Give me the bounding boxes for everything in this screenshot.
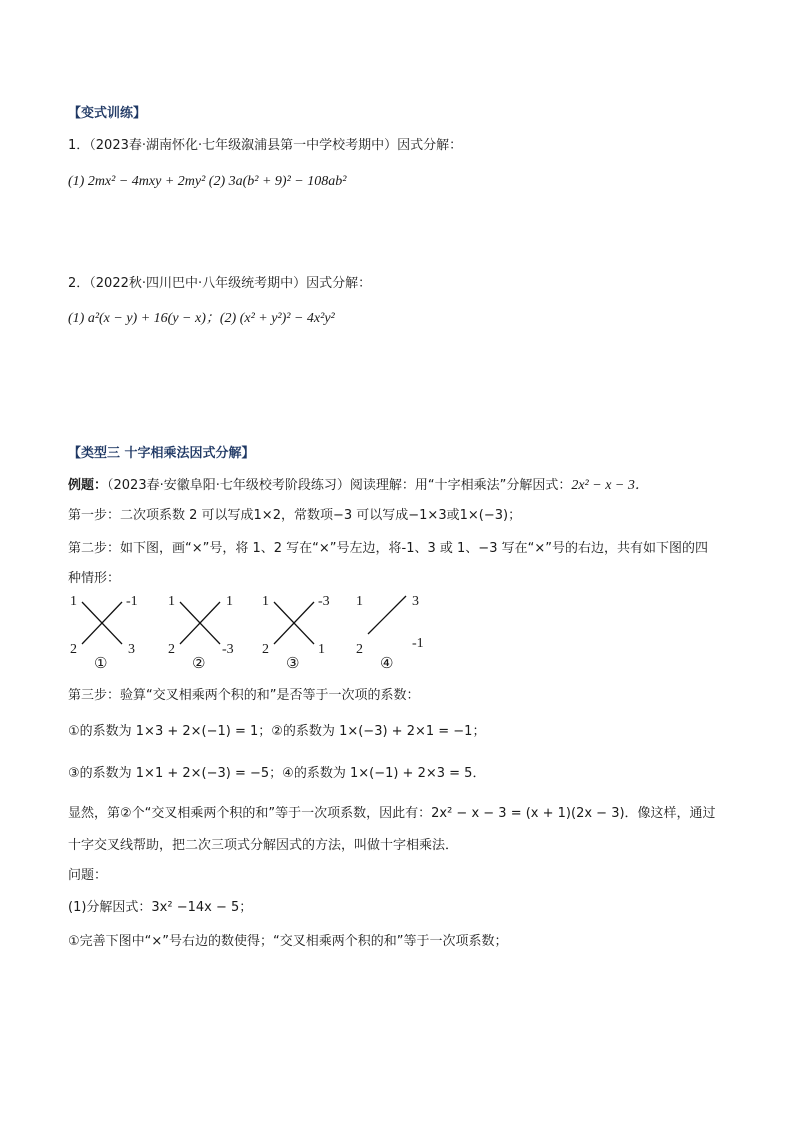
cross-2-top-right: 1 [226, 594, 233, 609]
check-line-2: ③的系数为 1×1 + 2×(−3) = −5；④的系数为 1×(−1) + 2×3 = 5． [68, 766, 486, 781]
example-expr: 2x² − x − 3． [571, 478, 649, 493]
cross-diagram-3 [262, 592, 342, 682]
cross-4-top-right: 3 [412, 594, 419, 609]
cross-3-top-left: 1 [262, 594, 269, 609]
cross-diagram-4 [356, 592, 436, 682]
q2-title: 2．（2022秋·四川巴中·八年级统考期中）因式分解： [68, 276, 372, 291]
cross-1-bottom-right: 3 [128, 642, 135, 657]
cross-2-bottom-left: 2 [168, 642, 175, 657]
conclusion-line-2: 十字交叉线帮助，把二次三项式分解因式的方法，叫做十字相乘法． [68, 838, 459, 853]
q2-body: (1) a²(x − y) + 16(y − x)；(2) (x² + y²)² − 4x²y² [68, 311, 335, 326]
cross-1-top-left: 1 [70, 594, 77, 609]
cross-2-bottom-right: -3 [222, 642, 234, 657]
conclusion-line-1: 显然，第②个“交叉相乘两个积的和”等于一次项系数，因此有：2x² − x − 3 = (x + 1)(2x − 3)．像这样，通过 [68, 806, 716, 821]
step2-line1: 第二步：如下图，画“×”号，将 1、2 写在“×”号左边，将-1、3 或 1、−3 写在“×”号的右边，共有如下图的四 [68, 541, 708, 556]
step1: 第一步：二次项系数 2 可以写成1×2，常数项−3 可以写成−1×3或1×(−3)； [68, 508, 522, 523]
cross-diagram-1 [70, 592, 150, 682]
cross-lines-1 [70, 592, 150, 662]
cross-3-label: ③ [286, 654, 300, 672]
cross-4-bottom-left: 2 [356, 642, 363, 657]
cross-3-bottom-right: 1 [318, 642, 325, 657]
variant-training-heading: 【变式训练】 [68, 106, 147, 121]
cross-1-label: ① [94, 654, 108, 672]
step2-line2: 种情形： [68, 571, 121, 586]
cross-3-top-right: -3 [318, 594, 330, 609]
check-line-1: ①的系数为 1×3 + 2×(−1) = 1；②的系数为 1×(−3) + 2×1 = −1； [68, 724, 486, 739]
cross-4-bottom-right: -1 [412, 636, 424, 651]
question-part1-sub: ①完善下图中“×”号右边的数使得；“交叉相乘两个积的和”等于一次项系数； [68, 934, 508, 949]
cross-diagram-2 [168, 592, 248, 682]
cross-4-top-left: 1 [356, 594, 363, 609]
cross-4-label: ④ [380, 654, 394, 672]
q1-title: 1．（2023春·湖南怀化·七年级溆浦县第一中学校考期中）因式分解： [68, 138, 463, 153]
q1-body: (1) 2mx² − 4mxy + 2my² (2) 3a(b² + 9)² − 108ab² [68, 174, 347, 189]
cross-2-top-left: 1 [168, 594, 175, 609]
cross-3-bottom-left: 2 [262, 642, 269, 657]
cross-lines-4 [356, 592, 436, 662]
cross-1-bottom-left: 2 [70, 642, 77, 657]
step3: 第三步：验算“交叉相乘两个积的和”是否等于一次项的系数： [68, 688, 420, 703]
example-text: （2023春·安徽阜阳·七年级校考阶段练习）阅读理解：用“十字相乘法”分解因式： [107, 478, 572, 493]
cross-2-label: ② [192, 654, 206, 672]
cross-1-top-right: -1 [126, 594, 138, 609]
example-label: 例题： [68, 478, 108, 493]
example-line [68, 476, 649, 496]
question-label: 问题： [68, 868, 108, 883]
cross-lines-3 [262, 592, 342, 662]
type3-heading: 【类型三 十字相乘法因式分解】 [68, 446, 255, 461]
cross-lines-2 [168, 592, 248, 662]
question-part1: (1)分解因式：3x² −14x − 5； [68, 900, 253, 915]
